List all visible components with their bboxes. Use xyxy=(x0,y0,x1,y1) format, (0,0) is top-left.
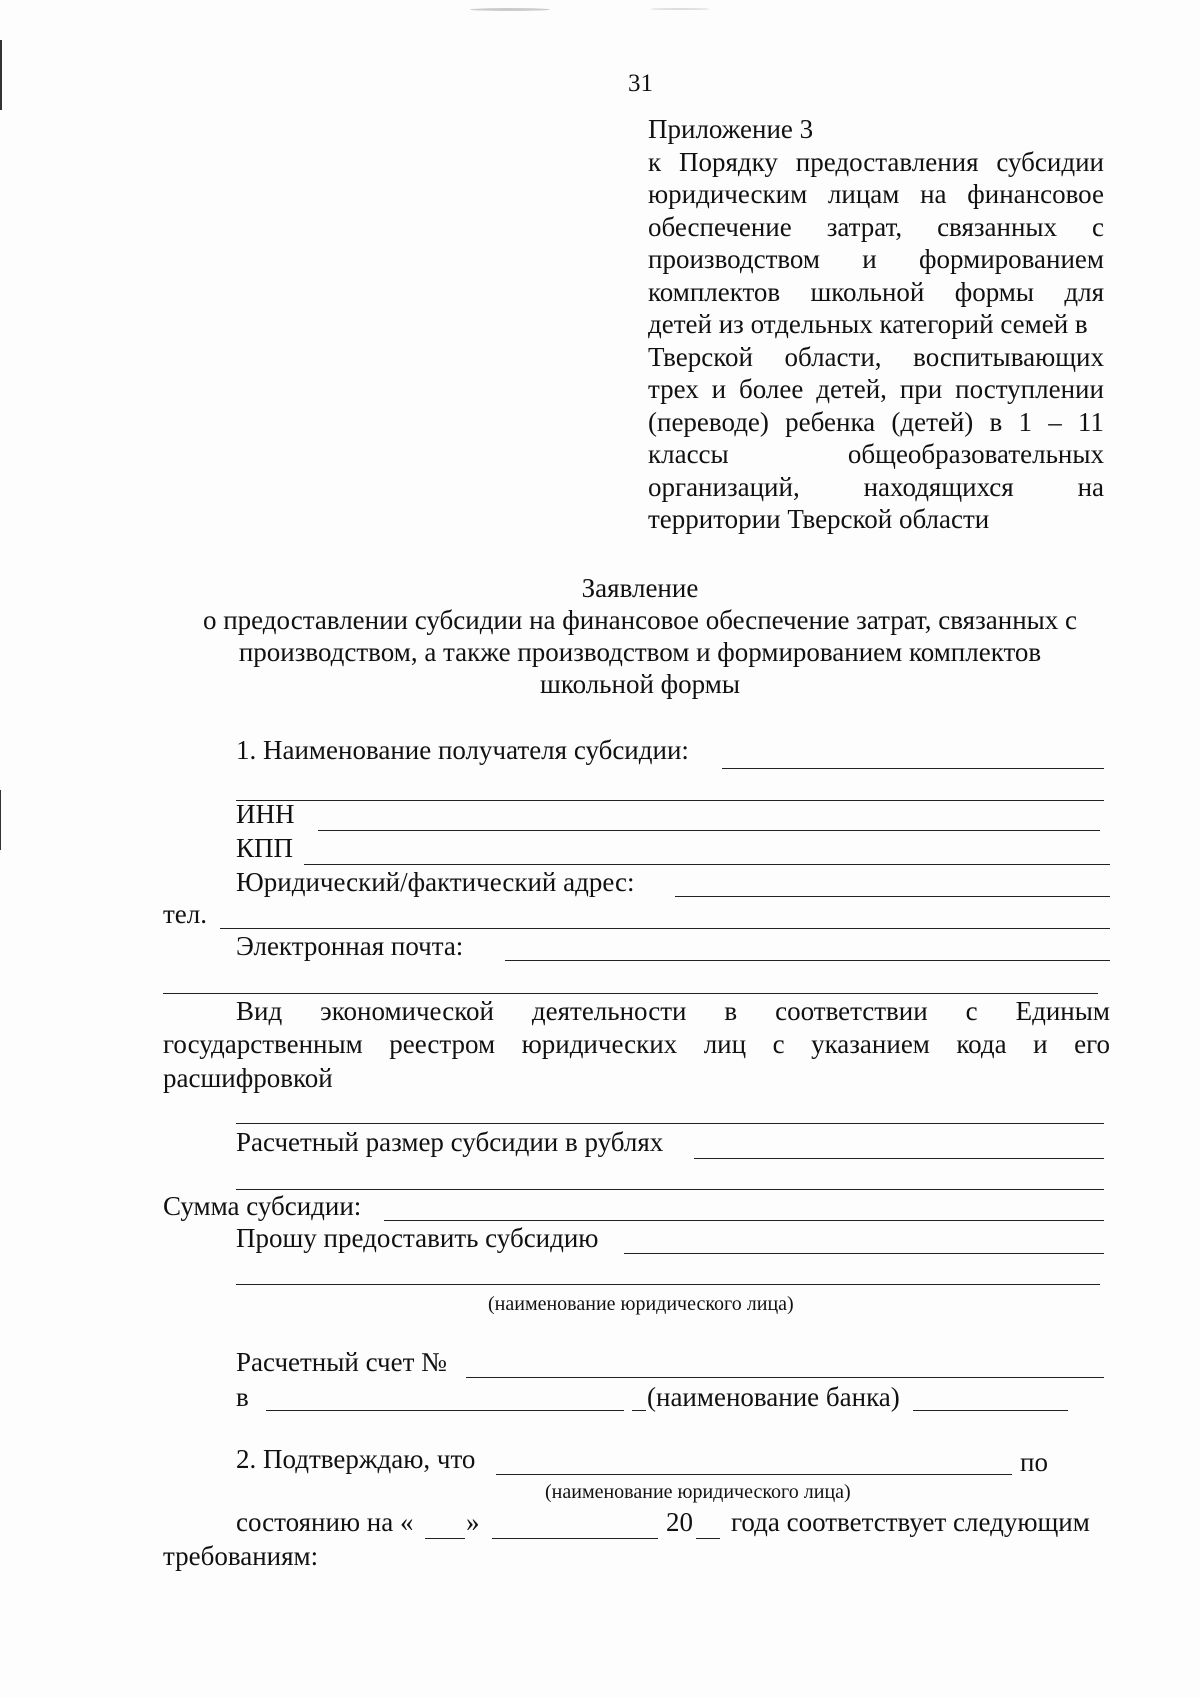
address-label: Юридический/фактический адрес: xyxy=(236,867,635,897)
annex-line xyxy=(648,243,1104,276)
activity-word: с xyxy=(772,1029,785,1059)
annex-word: обеспечение xyxy=(648,211,792,242)
calc-amount-field-continued[interactable] xyxy=(236,1189,1104,1190)
recipient-name-field[interactable] xyxy=(722,768,1104,769)
annex-word: и xyxy=(862,244,877,274)
activity-word: с xyxy=(965,996,978,1026)
activity-text-line-1 xyxy=(236,996,1110,1027)
request-field[interactable] xyxy=(624,1253,1104,1254)
annex-word: области, xyxy=(784,341,882,372)
annex-line xyxy=(648,146,1104,179)
activity-word: государственным xyxy=(163,1029,363,1059)
annex-word: – xyxy=(1048,406,1062,437)
activity-word: соответствии xyxy=(775,996,928,1026)
annex-word: на xyxy=(920,179,947,209)
annex-line xyxy=(648,503,1104,536)
activity-word: лиц xyxy=(703,1029,747,1059)
annex-word: более xyxy=(739,374,804,404)
email-field[interactable] xyxy=(505,960,1110,961)
annex-word: детей, xyxy=(816,374,887,404)
calc-amount-label: Расчетный размер субсидии в рублях xyxy=(236,1127,664,1157)
inn-field[interactable] xyxy=(318,830,1100,831)
annex-word: детей из отдельных категорий семей в xyxy=(648,309,1088,339)
title-line-2: производством, а также производством и формированием комплектов xyxy=(238,637,1042,667)
annex-word: производством xyxy=(648,244,821,274)
request-label: Прошу предоставить субсидию xyxy=(236,1223,599,1253)
annex-word: на xyxy=(1077,471,1104,502)
phone-field[interactable] xyxy=(220,928,1110,929)
confirm-entity-field[interactable] xyxy=(496,1474,1012,1475)
state-suffix: года соответствует следующим xyxy=(731,1507,1090,1537)
statement-title xyxy=(150,572,1130,700)
annex-word: к xyxy=(648,146,662,177)
scan-edge-mark xyxy=(0,40,2,110)
title-heading: Заявление xyxy=(581,573,699,603)
title-line-1: о предоставлении субсидии на финансовое обеспечение затрат, связанных с xyxy=(202,605,1078,635)
annex-word: 1 xyxy=(1018,406,1032,437)
annex-word: и xyxy=(711,374,727,404)
title-line-3: школьной формы xyxy=(540,669,740,699)
activity-word: указанием xyxy=(811,1029,930,1059)
activity-word: реестром xyxy=(389,1029,496,1059)
bank-caption: (наименование банка) xyxy=(647,1382,900,1412)
annex-word: формированием xyxy=(919,244,1104,274)
annex-line xyxy=(648,178,1104,211)
scan-speck xyxy=(650,8,710,10)
activity-word: экономической xyxy=(320,996,494,1026)
annex-word: затрат, xyxy=(826,211,903,242)
annex-line xyxy=(648,373,1104,406)
annex-word: юридическим xyxy=(648,179,808,209)
annex-word: с xyxy=(1092,211,1104,242)
annex-word: комплектов xyxy=(648,276,781,307)
annex-line xyxy=(648,438,1104,471)
annex-word: предоставления xyxy=(795,146,979,177)
account-field[interactable] xyxy=(466,1377,1104,1378)
annex-line xyxy=(648,113,1104,146)
phone-label: тел. xyxy=(163,899,208,929)
annex-word: для xyxy=(1064,276,1104,307)
confirm-label: 2. Подтверждаю, что xyxy=(236,1444,476,1474)
annex-line xyxy=(648,341,1104,374)
annex-word: Приложение 3 xyxy=(648,114,814,144)
activity-word: и xyxy=(1033,1029,1048,1059)
annex-word: воспитывающих xyxy=(913,341,1104,372)
activity-word: юридических xyxy=(521,1029,678,1059)
annex-word: общеобразовательных xyxy=(847,439,1104,469)
activity-word: кода xyxy=(956,1029,1007,1059)
activity-text-line-3: расшифровкой xyxy=(163,1063,333,1093)
email-label: Электронная почта: xyxy=(236,931,464,961)
legal-entity-caption: (наименование юридического лица) xyxy=(488,1293,794,1315)
address-field[interactable] xyxy=(675,896,1110,897)
annex-word: школьной xyxy=(810,276,925,307)
po-label: по xyxy=(1020,1447,1048,1477)
scan-speck xyxy=(470,8,550,11)
annex-word: ребенка xyxy=(785,406,876,437)
annex-line xyxy=(648,211,1104,244)
annex-word: организаций, xyxy=(648,471,800,502)
day-field[interactable] xyxy=(425,1538,465,1539)
year-prefix: 20 xyxy=(666,1507,693,1537)
annex-word: (переводе) xyxy=(648,406,769,437)
activity-field[interactable] xyxy=(236,1123,1104,1124)
month-field[interactable] xyxy=(492,1538,658,1539)
activity-word: его xyxy=(1074,1029,1110,1059)
annex-word: финансовое xyxy=(967,179,1104,209)
calc-amount-field[interactable] xyxy=(694,1158,1104,1159)
annex-word: субсидии xyxy=(996,146,1104,177)
bank-field[interactable] xyxy=(266,1410,624,1411)
recipient-name-field-continued[interactable] xyxy=(236,800,1104,801)
account-label: Расчетный счет № xyxy=(236,1347,447,1377)
annex-word: территории Тверской области xyxy=(648,504,990,534)
page-number: 31 xyxy=(628,70,653,97)
annex-line xyxy=(648,471,1104,504)
annex-word: поступлении xyxy=(955,374,1104,404)
email-field-continued[interactable] xyxy=(163,993,1098,994)
annex-word: находящихся xyxy=(863,471,1014,502)
annex-word: Тверской xyxy=(648,341,753,372)
annex-word: классы xyxy=(648,439,729,469)
activity-word: деятельности xyxy=(531,996,687,1026)
activity-word: Единым xyxy=(1015,996,1110,1026)
year-field[interactable] xyxy=(696,1538,720,1539)
annex-header xyxy=(648,113,1104,536)
annex-line xyxy=(648,276,1104,309)
sum-label: Сумма субсидии: xyxy=(163,1191,362,1221)
inn-label: ИНН xyxy=(236,799,295,829)
bank-field-gap[interactable] xyxy=(632,1410,646,1411)
state-prefix: состоянию на « xyxy=(236,1507,414,1537)
requirements-label: требованиям: xyxy=(163,1541,319,1571)
request-field-continued[interactable] xyxy=(236,1284,1100,1285)
kpp-field[interactable] xyxy=(304,864,1110,865)
annex-word: лицам xyxy=(827,179,900,209)
annex-word: 11 xyxy=(1077,406,1104,437)
activity-word: Вид xyxy=(236,996,283,1026)
activity-text-line-2 xyxy=(163,1029,1110,1060)
recipient-label: 1. Наименование получателя субсидии: xyxy=(236,735,689,765)
annex-word: формы xyxy=(954,276,1035,307)
annex-word: при xyxy=(899,374,943,404)
annex-word: трех xyxy=(648,374,699,404)
bank-in-label: в xyxy=(236,1382,249,1412)
sum-field[interactable] xyxy=(384,1220,1104,1221)
annex-word: в xyxy=(989,406,1003,437)
state-close-quote: » xyxy=(466,1507,480,1537)
kpp-label: КПП xyxy=(236,833,294,863)
annex-word: Порядку xyxy=(679,146,778,177)
scan-edge-mark xyxy=(0,790,1,850)
bank-field-tail[interactable] xyxy=(913,1410,1068,1411)
annex-word: (детей) xyxy=(891,406,974,437)
annex-line xyxy=(648,406,1104,439)
annex-word: связанных xyxy=(937,211,1058,242)
annex-line xyxy=(648,308,1104,341)
legal-entity-caption-2: (наименование юридического лица) xyxy=(545,1481,851,1503)
activity-word: в xyxy=(724,996,738,1026)
